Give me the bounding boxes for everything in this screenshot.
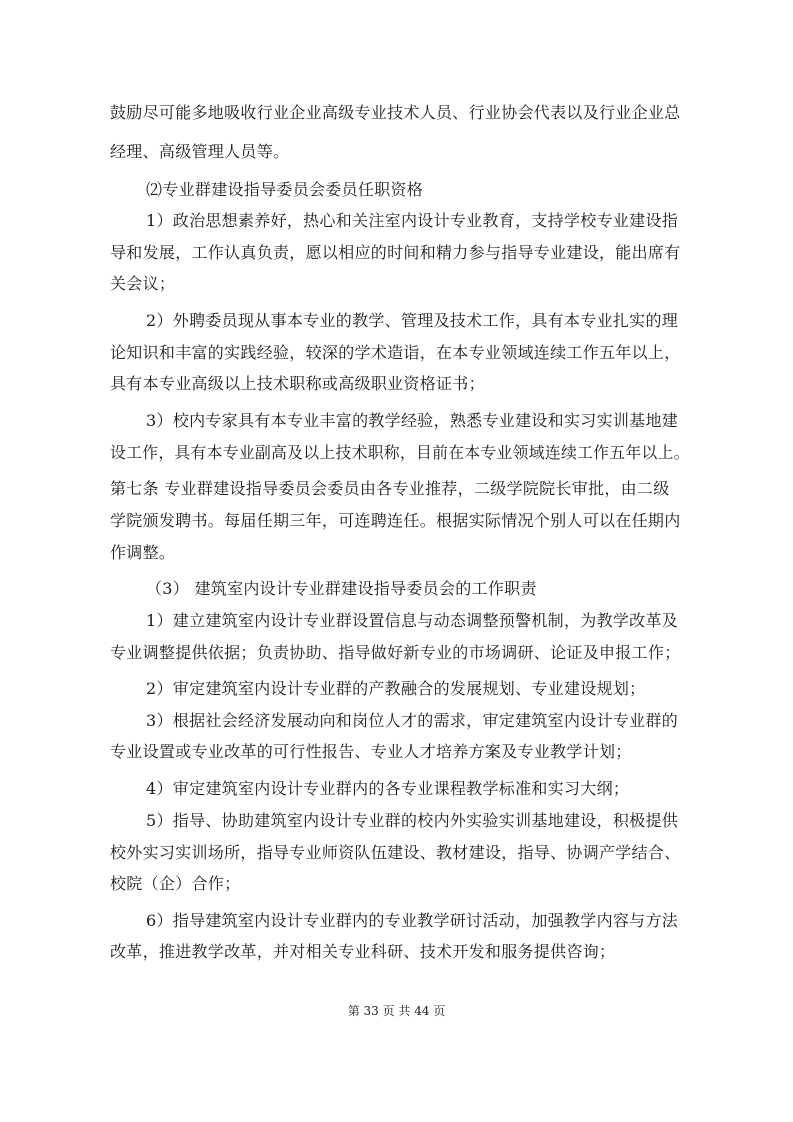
- text-line: 校院（企）合作；: [110, 874, 241, 893]
- text-line: 1）政治思想素养好，热心和关注室内设计专业教育，支持学校专业建设指: [146, 211, 679, 230]
- section-heading: ⑵专业群建设指导委员会委员任职资格: [146, 180, 424, 199]
- text-line: 4）审定建筑室内设计专业群内的各专业课程教学标准和实习大纲；: [146, 779, 630, 798]
- text-line: 2）审定建筑室内设计专业群的产教融合的发展规划、专业建设规划；: [146, 679, 646, 698]
- text-line: 专业设置或专业改革的可行性报告、专业人才培养方案及专业教学计划；: [110, 742, 632, 761]
- page-number-footer: 第 33 页 共 44 页: [347, 1004, 446, 1018]
- article-line: 第七条 专业群建设指导委员会委员由各专业推荐，二级学院院长审批，由二级: [110, 479, 670, 498]
- text-line: 论知识和丰富的实践经验，较深的学术造诣，在本专业领域连续工作五年以上，: [110, 343, 681, 362]
- text-line: 2）外聘委员现从事本专业的教学、管理及技术工作，具有本专业扎实的理: [146, 311, 679, 330]
- text-line: 6）指导建筑室内设计专业群内的专业教学研讨活动，加强教学内容与方法: [146, 911, 679, 930]
- text-line: 设工作，具有本专业副高及以上技术职称，目前在本专业领域连续工作五年以上。: [110, 443, 690, 462]
- text-line: 专业调整提供依据；负责协助、指导做好新专业的市场调研、论证及申报工作；: [110, 643, 681, 662]
- text-line: 具有本专业高级以上技术职称或高级职业资格证书；: [110, 374, 485, 393]
- text-line: 1）建立建筑室内设计专业群设置信息与动态调整预警机制，为教学改革及: [146, 611, 679, 630]
- text-line: 校外实习实训场所，指导专业师资队伍建设、教材建设，指导、协调产学结合、: [110, 843, 681, 862]
- text-line: 5）指导、协助建筑室内设计专业群的校内外实验实训基地建设，积极提供: [146, 811, 679, 830]
- text-line: 3）根据社会经济发展动向和岗位人才的需求，审定建筑室内设计专业群的: [146, 711, 679, 730]
- text-line: 经理、高级管理人员等。: [110, 142, 290, 161]
- section-heading: （3） 建筑室内设计专业群建设指导委员会的工作职责: [146, 579, 537, 598]
- text-line: 学院颁发聘书。每届任期三年，可连聘连任。根据实际情况个别人可以在任期内: [110, 511, 681, 530]
- text-line: 作调整。: [110, 543, 176, 562]
- text-line: 导和发展，工作认真负责，愿以相应的时间和精力参与指导专业建设，能出席有: [110, 243, 681, 262]
- text-line: 关会议；: [110, 274, 176, 293]
- text-line: 鼓励尽可能多地吸收行业企业高级专业技术人员、行业协会代表以及行业企业总: [110, 103, 681, 122]
- text-line: 改革，推进教学改革，并对相关专业科研、技术开发和服务提供咨询；: [110, 942, 616, 961]
- text-line: 3）校内专家具有本专业丰富的教学经验，熟悉专业建设和实习实训基地建: [146, 411, 679, 430]
